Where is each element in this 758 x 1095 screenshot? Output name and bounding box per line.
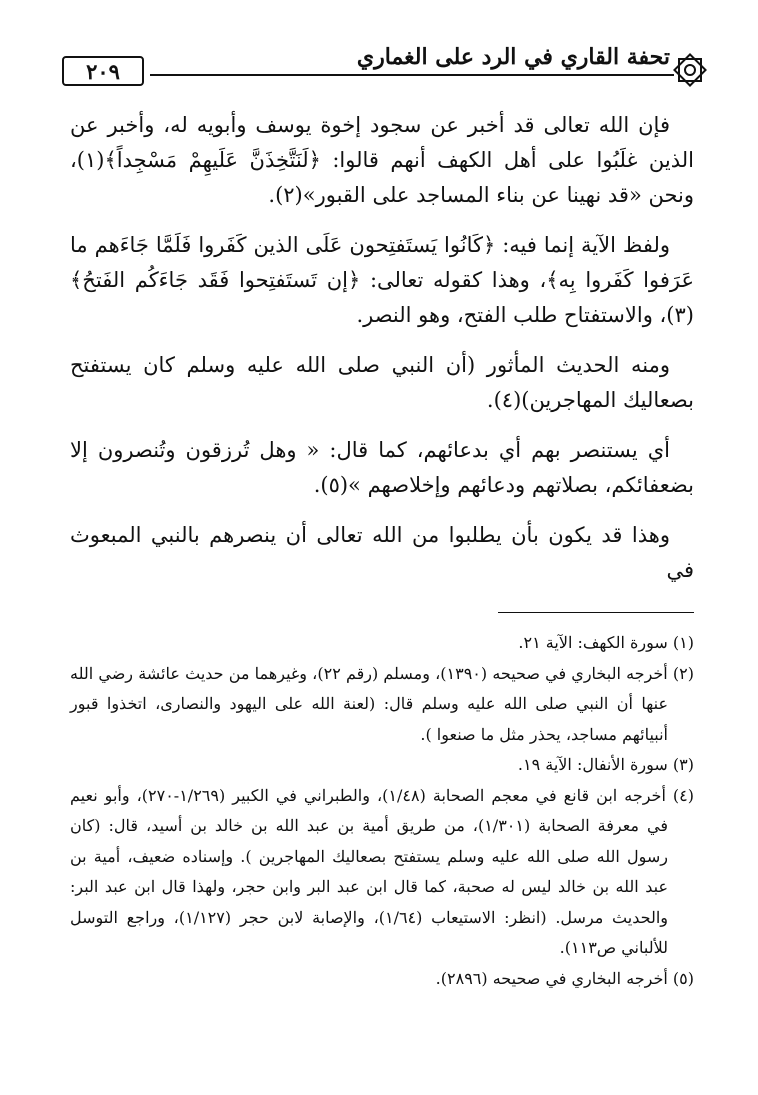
paragraph: أي يستنصر بهم أي بدعائهم، كما قال: « وهل تُرزقون وتُنصرون إلا بضعفائكم، بصلاتهم ودعائهم وإخلاصهم »(٥). (70, 438, 694, 497)
footnote-separator (498, 612, 694, 613)
main-text (70, 108, 694, 588)
footnote: (٢) أخرجه البخاري في صحيحه (١٣٩٠)، ومسلم (رقم ٢٢)، وغيرهما من حديث عائشة رضي الله عنها أن النبي صلى الله عليه وسلم قال: (لعنة الله على اليهود والنصارى، اتخذوا قبور أنبيائهم مساجد، يحذر مثل ما صنعوا ). (70, 663, 694, 744)
footnotes (70, 628, 694, 994)
paragraph: ولفظ الآية إنما فيه: ﴿كَانُوا يَستَفتِحون عَلَى الذين كَفَروا فَلَمَّا جَاءَهم ما عَرَفوا كَفَروا بِه﴾، وهذا كقوله تعالى: ﴿إن تَستَفتِحوا فَقَد جَاءَكُم الفَتحُ﴾(٣)، والاستفتاح طلب الفتح، وهو النصر. (70, 233, 694, 327)
paragraph: وهذا قد يكون بأن يطلبوا من الله تعالى أن ينصرهم بالنبي المبعوث في (70, 523, 694, 582)
ornament-icon (670, 50, 710, 90)
header-rule (150, 74, 674, 76)
paragraph: فإن الله تعالى قد أخبر عن سجود إخوة يوسف وأبويه له، وأخبر عن الذين غلَبُوا على أهل الكهف أنهم قالوا: ﴿لَنَتَّخِذَنَّ عَلَيهِمْ مَسْجِداً﴾(١)، ونحن «قد نهينا عن بناء المساجد على القبور»(٢). (70, 113, 694, 207)
footnote: (٣) سورة الأنفال: الآية ١٩. (517, 755, 694, 774)
page-number: ٢٠٩ (86, 58, 120, 84)
footnote: (٥) أخرجه البخاري في صحيحه (٢٨٩٦). (435, 968, 694, 988)
page-number-box (62, 56, 144, 86)
running-title: تحفة القاري في الرد على الغماري (356, 44, 670, 70)
paragraph: ومنه الحديث المأثور (أن النبي صلى الله عليه وسلم كان يستفتح بصعاليك المهاجرين)(٤). (70, 353, 694, 412)
footnote: (٤) أخرجه ابن قانع في معجم الصحابة (١/٤٨)، والطبراني في الكبير (١/٢٦٩-٢٧٠)، وأبو نعيم في معرفة الصحابة (١/٣٠١)، من طريق أمية بن عبد الله بن خالد بن أسيد، قال: (كان رسول الله صلى الله عليه وسلم يستفتح بصعاليك المهاجرين ). وإسناده ضعيف، أمية بن عبد الله بن خالد ليس له صحبة، كما قال ابن عبد البر وابن حجر، ولهذا قال ابن عبد البر: والحديث مرسل. (انظر: الاستيعاب (١/٦٤)، والإصابة لابن حجر (١/١٢٧)، وراجع التوسل للألباني ص١١٣). (70, 785, 695, 957)
page-header (62, 42, 710, 96)
footnote: (١) سورة الكهف: الآية ٢١. (518, 633, 694, 652)
